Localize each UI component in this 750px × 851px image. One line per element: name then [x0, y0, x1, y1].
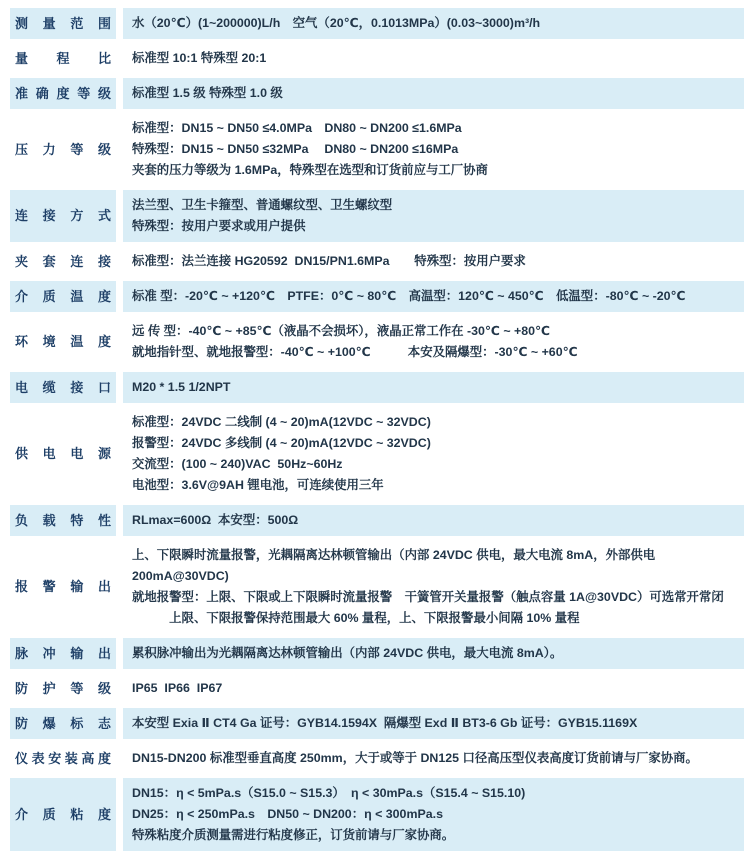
spec-label-cell — [10, 372, 116, 403]
spec-value-line: 就地报警型：上限、下限或上下限瞬时流量报警 干簧管开关量报警（触点容量 1A@30VDC）可选常开常闭 — [132, 590, 724, 604]
row-explosion-proof-marking — [10, 708, 744, 739]
spec-value-cell — [123, 407, 744, 501]
spec-label-cell — [10, 673, 116, 704]
spec-label: 防护等级 — [15, 680, 111, 696]
spec-value-line: 特殊型：DN15 ~ DN50 ≤32MPa DN80 ~ DN200 ≤16MPa — [132, 142, 459, 156]
row-installation-height — [10, 743, 744, 774]
row-load-characteristic — [10, 505, 744, 536]
spec-value-line: 上限、下限报警保持范围最大 60% 量程，上、下限报警最小间隔 10% 量程 — [132, 611, 580, 625]
spec-label-cell — [10, 407, 116, 501]
spec-label: 介质温度 — [15, 288, 111, 304]
spec-value-line: 就地指针型、就地报警型：-40℃ ~ +100℃ 本安及隔爆型：-30℃ ~ +60℃ — [132, 345, 578, 359]
spec-label: 量程比 — [15, 50, 111, 66]
row-measuring-range — [10, 8, 744, 39]
spec-value-line: 标准型：DN15 ~ DN50 ≤4.0MPa DN80 ~ DN200 ≤1.6MPa — [132, 121, 462, 135]
spec-value-cell — [123, 246, 744, 277]
spec-value-line: 特殊粘度介质测量需进行粘度修正，订货前请与厂家协商。 — [132, 828, 455, 842]
row-pressure-rating — [10, 113, 744, 186]
spec-value-cell — [123, 505, 744, 536]
spec-value-line: 报警型：24VDC 多线制 (4 ~ 20)mA(12VDC ~ 32VDC) — [132, 436, 431, 450]
row-turndown-ratio — [10, 43, 744, 74]
spec-label-cell — [10, 708, 116, 739]
spec-label-cell — [10, 540, 116, 634]
spec-value-cell — [123, 8, 744, 39]
row-ambient-temperature — [10, 316, 744, 368]
spec-value-cell — [123, 372, 744, 403]
spec-value-cell — [123, 316, 744, 368]
spec-value-line: 本安型 Exia Ⅱ CT4 Ga 证号：GYB14.1594X 隔爆型 Exd Ⅱ BT3-6 Gb 证号：GYB15.1169X — [132, 716, 638, 730]
spec-label: 压力等级 — [15, 141, 111, 157]
spec-label: 仪表安装高度 — [15, 750, 111, 766]
spec-value-line: 水（20℃）(1~200000)L/h 空气（20℃，0.1013MPa）(0.03~3000)m³/h — [132, 16, 541, 30]
spec-label: 脉冲输出 — [15, 645, 111, 661]
spec-value-line: 上、下限瞬时流量报警，光耦隔离达林顿管输出（内部 24VDC 供电，最大电流 8mA，外部供电 200mA@30VDC) — [132, 548, 659, 583]
row-accuracy-class — [10, 78, 744, 109]
row-connection-type — [10, 190, 744, 242]
spec-value-cell — [123, 708, 744, 739]
spec-label-cell — [10, 190, 116, 242]
row-medium-viscosity — [10, 778, 744, 851]
spec-label-cell — [10, 778, 116, 851]
spec-label: 介质粘度 — [15, 806, 111, 822]
spec-value-line: 标准 型：-20℃ ~ +120℃ PTFE：0℃ ~ 80℃ 高温型：120℃ ~ 450℃ 低温型：-80℃ ~ -20℃ — [132, 289, 686, 303]
spec-value-line: 累积脉冲输出为光耦隔离达林顿管输出（内部 24VDC 供电，最大电流 8mA）。 — [132, 646, 563, 660]
spec-value-line: 远 传 型：-40℃ ~ +85℃（液晶不会损坏），液晶正常工作在 -30℃ ~ +80℃ — [132, 324, 551, 338]
spec-value-line: 标准型：法兰连接 HG20592 DN15/PN1.6MPa 特殊型：按用户要求 — [132, 254, 526, 268]
spec-value-line: 法兰型、卫生卡箍型、普通螺纹型、卫生螺纹型 — [132, 198, 393, 212]
spec-label: 测量范围 — [15, 15, 111, 31]
spec-label: 防爆标志 — [15, 715, 111, 731]
row-power-supply — [10, 407, 744, 501]
spec-label-cell — [10, 505, 116, 536]
spec-value-cell — [123, 281, 744, 312]
spec-label-cell — [10, 281, 116, 312]
spec-label: 电缆接口 — [15, 379, 111, 395]
spec-value-line: 标准型 1.5 级 特殊型 1.0 级 — [132, 86, 283, 100]
spec-label-cell — [10, 743, 116, 774]
row-medium-temperature — [10, 281, 744, 312]
spec-label-cell — [10, 43, 116, 74]
spec-value-cell — [123, 190, 744, 242]
spec-value-line: 标准型：24VDC 二线制 (4 ~ 20)mA(12VDC ~ 32VDC) — [132, 415, 431, 429]
spec-value-line: DN25：η < 250mPa.s DN50 ~ DN200：η < 300mPa.s — [132, 807, 443, 821]
spec-label: 报警输出 — [15, 579, 111, 594]
spec-value-line: 电池型：3.6V@9AH 锂电池，可连续使用三年 — [132, 478, 384, 492]
spec-value-line: M20 * 1.5 1/2NPT — [132, 380, 231, 394]
spec-label: 准确度等级 — [15, 85, 111, 101]
spec-label-cell — [10, 8, 116, 39]
spec-value-line: DN15：η < 5mPa.s（S15.0 ~ S15.3） η < 30mPa.s（S15.4 ~ S15.10) — [132, 786, 526, 800]
spec-value-cell — [123, 540, 744, 634]
spec-value-cell — [123, 743, 744, 774]
spec-value-line: 夹套的压力等级为 1.6MPa，特殊型在选型和订货前应与工厂协商 — [132, 163, 488, 177]
spec-label: 环境温度 — [15, 334, 111, 349]
spec-value-cell — [123, 113, 744, 186]
spec-label: 连接方式 — [15, 208, 111, 223]
spec-value-line: IP65 IP66 IP67 — [132, 681, 223, 695]
spec-value-cell — [123, 778, 744, 851]
spec-label: 供电电源 — [15, 446, 111, 461]
spec-label: 夹套连接 — [15, 253, 111, 269]
spec-value-cell — [123, 638, 744, 669]
spec-value-cell — [123, 673, 744, 704]
spec-value-line: 特殊型：按用户要求或用户提供 — [132, 219, 306, 233]
row-cable-entry — [10, 372, 744, 403]
spec-label: 负载特性 — [15, 512, 111, 528]
spec-value-cell — [123, 78, 744, 109]
row-ingress-protection — [10, 673, 744, 704]
spec-value-line: RLmax=600Ω 本安型：500Ω — [132, 513, 299, 527]
spec-value-line: 交流型：(100 ~ 240)VAC 50Hz~60Hz — [132, 457, 343, 471]
spec-label-cell — [10, 78, 116, 109]
spec-label-cell — [10, 638, 116, 669]
spec-label-cell — [10, 113, 116, 186]
spec-label-cell — [10, 316, 116, 368]
spec-value-cell — [123, 43, 744, 74]
spec-value-line: 标准型 10:1 特殊型 20:1 — [132, 51, 267, 65]
row-alarm-output — [10, 540, 744, 634]
spec-label-cell — [10, 246, 116, 277]
spec-value-line: DN15-DN200 标准型垂直高度 250mm，大于或等于 DN125 口径高压型仪表高度订货前请与厂家协商。 — [132, 751, 698, 765]
row-pulse-output — [10, 638, 744, 669]
row-jacket-connection — [10, 246, 744, 277]
